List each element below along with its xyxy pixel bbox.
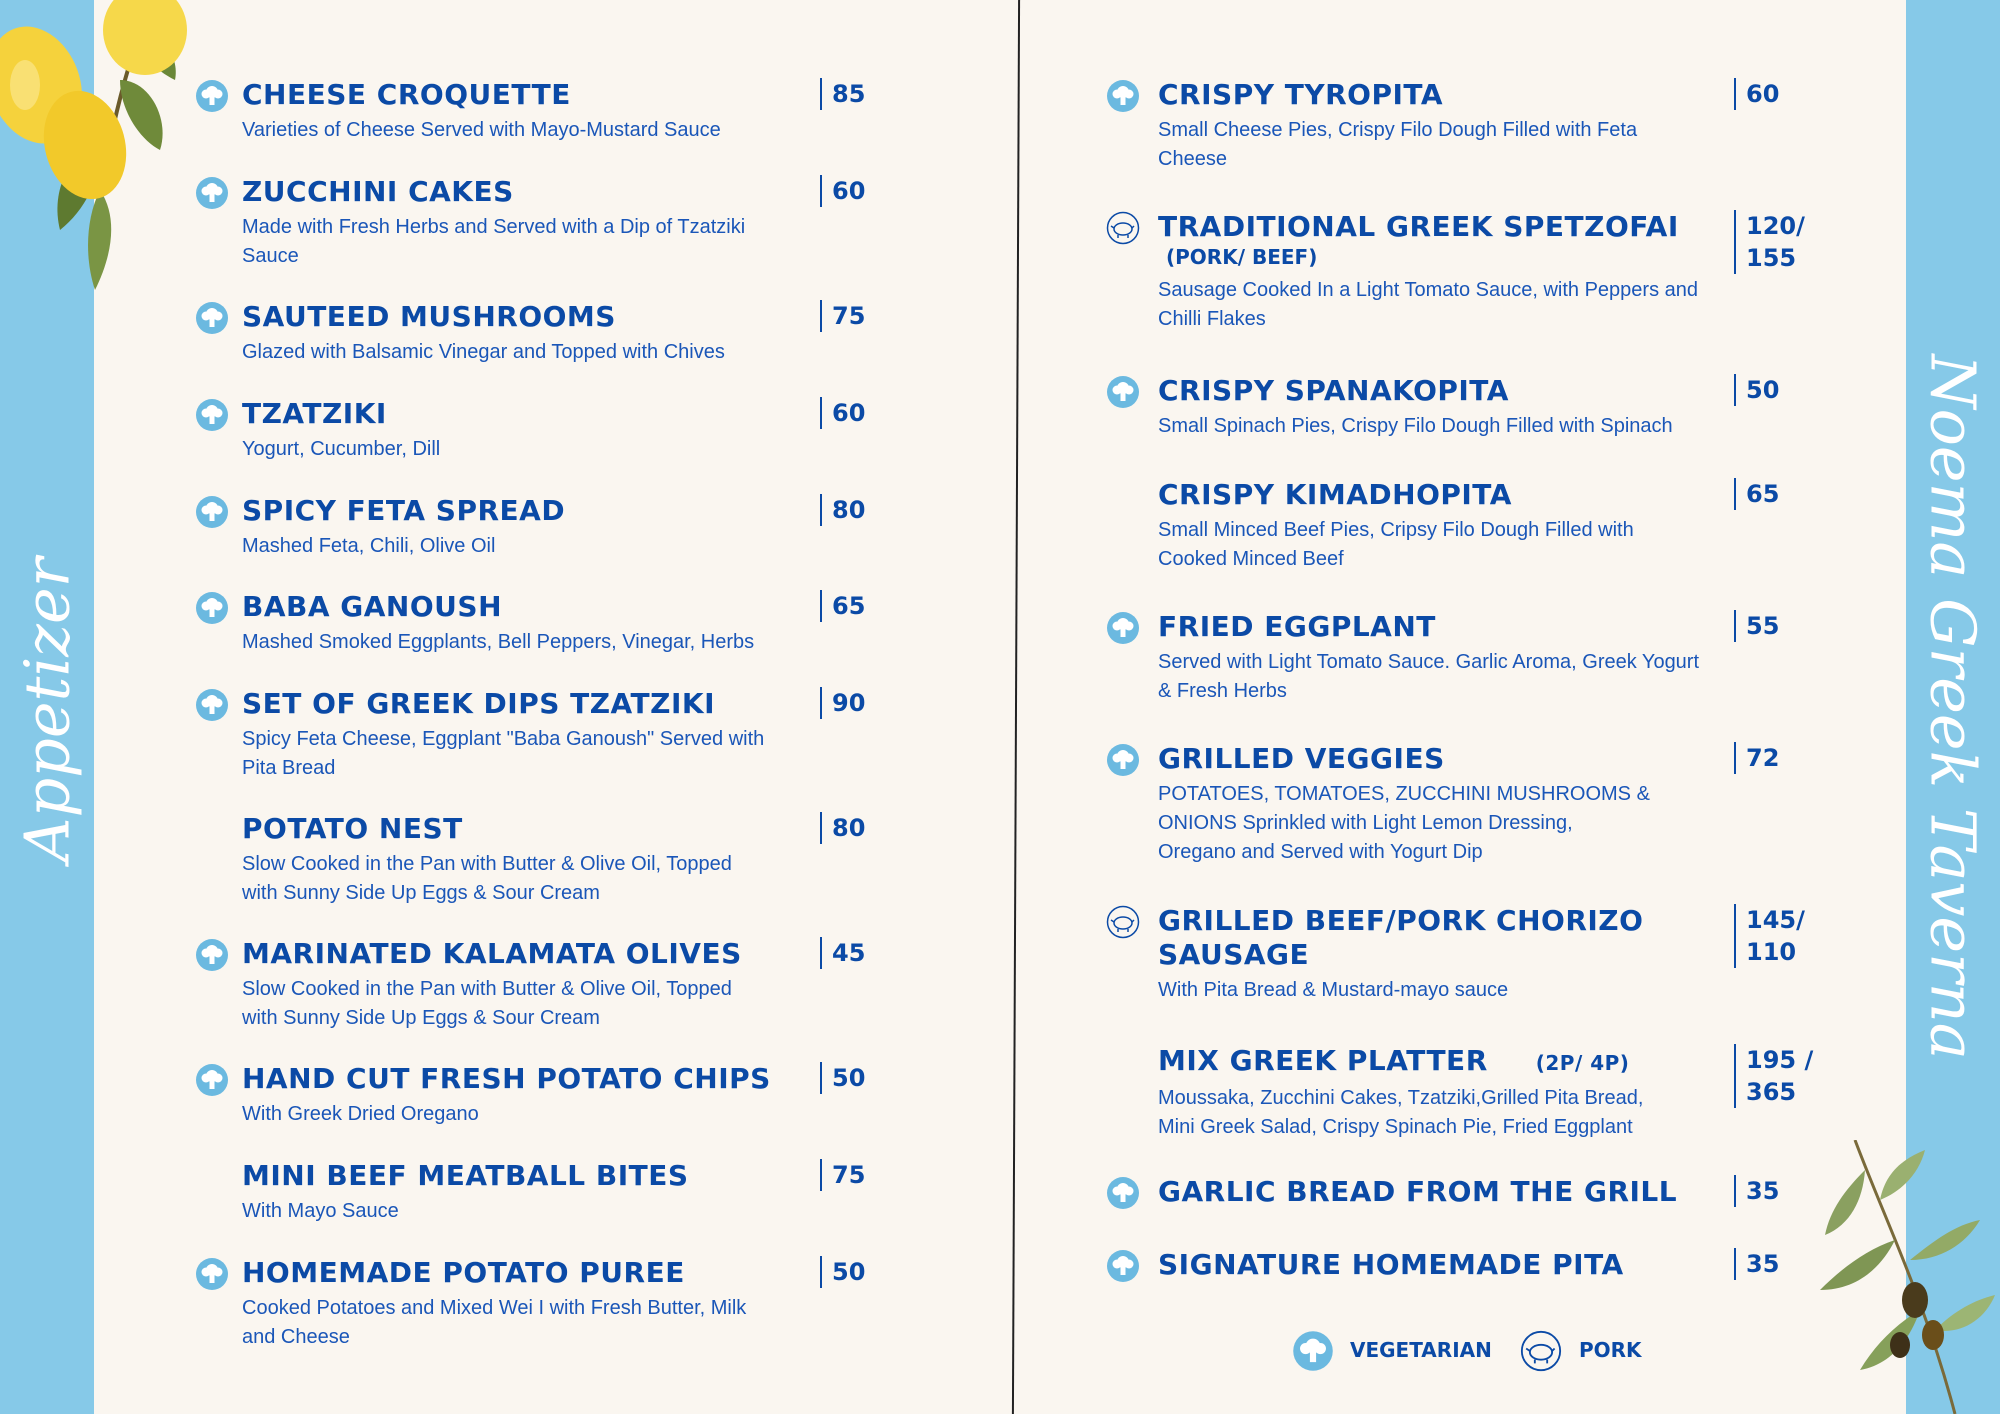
menu-item-price: 85 bbox=[820, 78, 865, 110]
menu-item-price: 60 bbox=[820, 397, 865, 429]
menu-item-name: CHEESE CROQUETTE bbox=[242, 78, 571, 111]
vegetarian-icon bbox=[195, 398, 229, 432]
menu-item-description: Made with Fresh Herbs and Served with a Dip of Tzatziki Sauce bbox=[242, 216, 746, 267]
menu-item-description: Served with Light Tomato Sauce. Garlic Aroma, Greek Yogurt & Fresh Herbs bbox=[1158, 651, 1700, 702]
vegetarian-icon bbox=[195, 301, 229, 335]
vegetarian-icon bbox=[1106, 1249, 1140, 1283]
menu-item-price: 50 bbox=[820, 1256, 865, 1288]
menu-item-name: HOMEMADE POTATO PUREE bbox=[242, 1256, 685, 1289]
vegetarian-icon bbox=[1106, 79, 1140, 113]
pork-icon bbox=[1106, 211, 1140, 245]
menu-item bbox=[1158, 374, 1728, 441]
menu-item-name: SIGNATURE HOMEMADE PITA bbox=[1158, 1248, 1624, 1281]
menu-item-price: 80 bbox=[820, 812, 865, 844]
menu-item-name: BABA GANOUSH bbox=[242, 590, 502, 623]
vegetarian-icon bbox=[195, 79, 229, 113]
vegetarian-icon bbox=[195, 688, 229, 722]
menu-item-price: 60 bbox=[1734, 78, 1779, 110]
menu-item-description: With Pita Bread & Mustard-mayo sauce bbox=[1158, 979, 1509, 1001]
menu-item-description: Varieties of Cheese Served with Mayo-Mustard Sauce bbox=[242, 119, 721, 141]
menu-item bbox=[242, 1159, 802, 1226]
menu-item bbox=[242, 300, 802, 367]
menu-item-description: Slow Cooked in the Pan with Butter & Olive Oil, Topped with Sunny Side Up Eggs & Sour Cream bbox=[242, 853, 732, 904]
menu-item-price: 50 bbox=[820, 1062, 865, 1094]
olive-branch-illustration bbox=[1805, 1140, 2000, 1414]
menu-item-name: CRISPY TYROPITA bbox=[1158, 78, 1444, 111]
menu-item-description: POTATOES, TOMATOES, ZUCCHINI MUSHROOMS & ONIONS Sprinkled with Light Lemon Dressing, Oregano and Served with Yogurt Dip bbox=[1158, 783, 1650, 863]
menu-item-name: HAND CUT FRESH POTATO CHIPS bbox=[242, 1062, 771, 1095]
menu-item-price: 60 bbox=[820, 175, 865, 207]
vegetarian-icon bbox=[195, 176, 229, 210]
vegetarian-icon bbox=[1292, 1330, 1334, 1372]
menu-item-name: MARINATED KALAMATA OLIVES bbox=[242, 937, 742, 970]
menu-item-description: Mashed Feta, Chili, Olive Oil bbox=[242, 535, 496, 557]
menu-item bbox=[242, 1256, 802, 1352]
menu-item-price: 65 bbox=[820, 590, 865, 622]
menu-item-variant: (PORK/ BEEF) bbox=[1166, 245, 1318, 269]
menu-item bbox=[242, 1062, 802, 1129]
menu-item bbox=[1158, 478, 1728, 574]
restaurant-name: Noema Greek Taverna bbox=[1916, 354, 1990, 1060]
menu-item-description: Yogurt, Cucumber, Dill bbox=[242, 438, 441, 460]
menu-item-price: 35 bbox=[1734, 1175, 1779, 1207]
vegetarian-icon bbox=[195, 938, 229, 972]
legend-pork-label: PORK bbox=[1579, 1338, 1642, 1362]
menu-item bbox=[1158, 1044, 1728, 1142]
menu-item-price: 120/ 155 bbox=[1734, 210, 1805, 274]
menu-item-name: SAUTEED MUSHROOMS bbox=[242, 300, 616, 333]
menu-item-name: FRIED EGGPLANT bbox=[1158, 610, 1436, 643]
menu-item bbox=[242, 590, 802, 657]
menu-item-name: GARLIC BREAD FROM THE GRILL bbox=[1158, 1175, 1678, 1208]
menu-item-name: CRISPY SPANAKOPITA bbox=[1158, 374, 1509, 407]
menu-item-price: 145/ 110 bbox=[1734, 904, 1805, 968]
menu-item-price: 90 bbox=[820, 687, 865, 719]
menu-item bbox=[242, 812, 802, 908]
pork-icon bbox=[1106, 905, 1140, 939]
menu-item bbox=[242, 175, 802, 271]
menu-item-description: Moussaka, Zucchini Cakes, Tzatziki,Grilled Pita Bread, Mini Greek Salad, Crispy Spinach Pie, Fried Eggplant bbox=[1158, 1087, 1644, 1138]
menu-item-name: TZATZIKI bbox=[242, 397, 387, 430]
menu-item bbox=[1158, 210, 1728, 334]
menu-item-variant: (2P/ 4P) bbox=[1535, 1051, 1630, 1075]
page-divider bbox=[1012, 0, 1020, 1414]
menu-item-description: Small Cheese Pies, Crispy Filo Dough Filled with Feta Cheese bbox=[1158, 119, 1638, 170]
lemon-branch-illustration bbox=[0, 0, 200, 300]
menu-item-name: ZUCCHINI CAKES bbox=[242, 175, 514, 208]
menu-item-description: Mashed Smoked Eggplants, Bell Peppers, Vinegar, Herbs bbox=[242, 631, 755, 653]
menu-item-description: With Mayo Sauce bbox=[242, 1200, 399, 1222]
menu-item-description: Spicy Feta Cheese, Eggplant "Baba Ganoush" Served with Pita Bread bbox=[242, 728, 765, 779]
menu-item bbox=[1158, 78, 1728, 174]
menu-item-name: CRISPY KIMADHOPITA bbox=[1158, 478, 1512, 511]
menu-item-description: Small Minced Beef Pies, Cripsy Filo Dough Filled with Cooked Minced Beef bbox=[1158, 519, 1634, 570]
vegetarian-icon bbox=[1106, 611, 1140, 645]
menu-item-price: 75 bbox=[820, 300, 865, 332]
vegetarian-icon bbox=[195, 1063, 229, 1097]
section-title-appetizer: Appetizer bbox=[10, 557, 84, 863]
menu-item bbox=[242, 937, 802, 1033]
menu-item bbox=[1158, 1175, 1728, 1209]
menu-item bbox=[242, 687, 802, 783]
menu-item bbox=[1158, 610, 1728, 706]
menu-item-description: Glazed with Balsamic Vinegar and Topped with Chives bbox=[242, 341, 725, 363]
menu-item bbox=[1158, 904, 1728, 1005]
menu-item-price: 50 bbox=[1734, 374, 1779, 406]
menu-item-price: 80 bbox=[820, 494, 865, 526]
menu-item-name: MINI BEEF MEATBALL BITES bbox=[242, 1159, 689, 1192]
menu-item-name: GRILLED VEGGIES bbox=[1158, 742, 1445, 775]
pork-icon bbox=[1520, 1330, 1562, 1372]
menu-item-price: 75 bbox=[820, 1159, 865, 1191]
vegetarian-icon bbox=[195, 1257, 229, 1291]
menu-item-price: 72 bbox=[1734, 742, 1779, 774]
vegetarian-icon bbox=[195, 495, 229, 529]
vegetarian-icon bbox=[1106, 1176, 1140, 1210]
vegetarian-icon bbox=[1106, 375, 1140, 409]
menu-item-price: 45 bbox=[820, 937, 865, 969]
menu-item-description: Cooked Potatoes and Mixed Wei I with Fresh Butter, Milk and Cheese bbox=[242, 1297, 747, 1348]
menu-item-description: Slow Cooked in the Pan with Butter & Olive Oil, Topped with Sunny Side Up Eggs & Sour Cream bbox=[242, 978, 732, 1029]
menu-item-name: POTATO NEST bbox=[242, 812, 463, 845]
vegetarian-icon bbox=[1106, 743, 1140, 777]
legend-vegetarian-label: VEGETARIAN bbox=[1350, 1338, 1492, 1362]
menu-item-name: TRADITIONAL GREEK SPETZOFAI bbox=[1158, 210, 1679, 243]
menu-item-price: 55 bbox=[1734, 610, 1779, 642]
menu-item bbox=[1158, 1248, 1728, 1282]
menu-item-name: GRILLED BEEF/PORK CHORIZO SAUSAGE bbox=[1158, 904, 1644, 971]
menu-item-price: 65 bbox=[1734, 478, 1779, 510]
menu-item-name: SPICY FETA SPREAD bbox=[242, 494, 566, 527]
vegetarian-icon bbox=[195, 591, 229, 625]
menu-item-name: MIX GREEK PLATTER (2P/ 4P) bbox=[1158, 1044, 1630, 1077]
menu-item bbox=[242, 494, 802, 561]
menu-item-price: 35 bbox=[1734, 1248, 1779, 1280]
menu-item-description: Small Spinach Pies, Crispy Filo Dough Filled with Spinach bbox=[1158, 415, 1673, 437]
menu-item-description: Sausage Cooked In a Light Tomato Sauce, with Peppers and Chilli Flakes bbox=[1158, 279, 1698, 330]
menu-item-description: With Greek Dried Oregano bbox=[242, 1103, 479, 1125]
menu-item bbox=[1158, 742, 1728, 867]
menu-item bbox=[242, 397, 802, 464]
menu-item bbox=[242, 78, 802, 145]
menu-item-name: SET OF GREEK DIPS TZATZIKI bbox=[242, 687, 715, 720]
menu-item-price: 195 / 365 bbox=[1734, 1044, 1813, 1108]
